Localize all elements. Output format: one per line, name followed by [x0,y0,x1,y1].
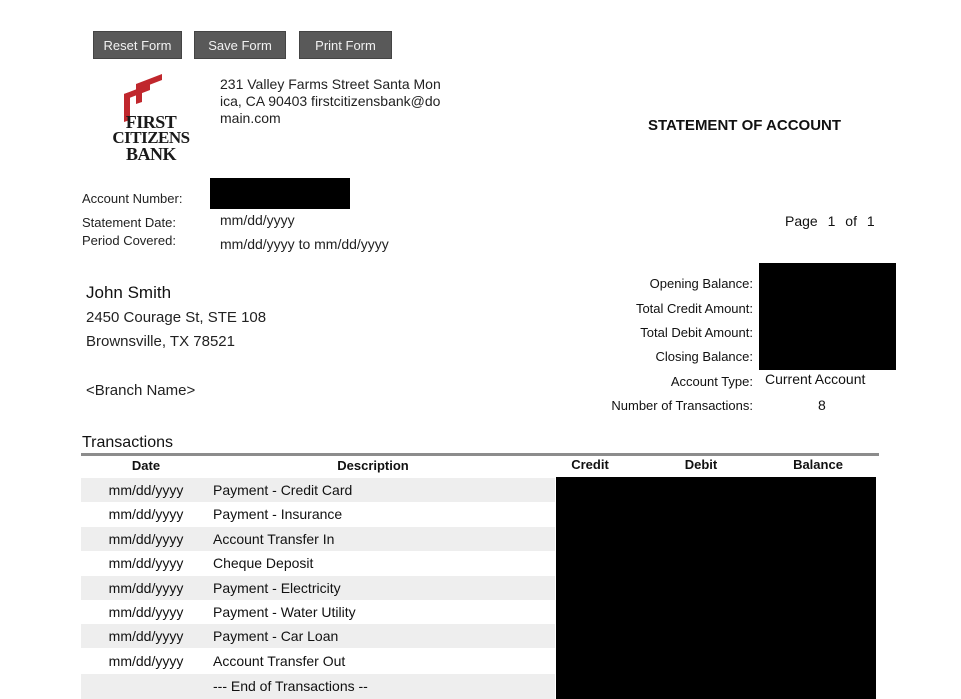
num-transactions-label: Number of Transactions: [611,398,753,413]
tx-description: Payment - Water Utility [213,604,356,620]
col-date-header: Date [131,458,161,473]
period-covered-value: mm/dd/yyyy to mm/dd/yyyy [220,236,389,252]
table-row [81,527,555,551]
logo-first: FIRST [125,112,177,132]
opening-balance-label: Opening Balance: [649,276,753,291]
closing-balance-label: Closing Balance: [655,349,753,364]
table-row [81,624,555,648]
save-form-button[interactable]: Save Form [194,31,286,59]
transactions-heading: Transactions [82,434,173,451]
account-type-value: Current Account [765,371,866,387]
logo-citizens: CITIZENS [112,128,190,147]
table-row [81,502,555,526]
statement-date-value: mm/dd/yyyy [220,212,295,228]
tx-date: mm/dd/yyyy [108,604,184,620]
page-total: 1 [866,213,875,229]
tx-description: Account Transfer Out [213,653,346,669]
tx-date: mm/dd/yyyy [108,628,184,644]
amounts-redacted [556,477,876,699]
statement-title: STATEMENT OF ACCOUNT [648,117,842,134]
tx-date: mm/dd/yyyy [108,653,184,669]
account-number-redacted [210,178,350,209]
page-indicator [785,213,875,229]
tx-date: mm/dd/yyyy [108,555,184,571]
branch-name: <Branch Name> [86,382,196,399]
table-row [81,649,555,673]
table-row [81,576,555,600]
customer-address-line2: Brownsville, TX 78521 [86,333,235,350]
num-transactions-value: 8 [818,397,826,413]
page-current: 1 [827,213,836,229]
customer-name: John Smith [86,283,172,302]
transactions-divider [81,453,879,456]
bank-address [220,76,441,127]
bank-address-line: main.com [220,110,281,126]
of-label: of [845,213,857,229]
tx-date: mm/dd/yyyy [108,531,184,547]
tx-date: mm/dd/yyyy [108,506,184,522]
bank-address-line: ica, CA 90403 firstcitizensbank@do [220,93,441,109]
print-form-button[interactable]: Print Form [299,31,392,59]
tx-description: Payment - Insurance [213,506,343,522]
logo-bank: BANK [125,144,176,164]
table-row [81,674,555,699]
tx-description: Payment - Credit Card [213,482,353,498]
total-credit-label: Total Credit Amount: [635,301,753,316]
account-type-label: Account Type: [670,374,753,389]
table-row [81,551,555,575]
table-row [81,600,555,624]
page-label: Page [785,213,818,229]
tx-description: Account Transfer In [213,531,335,547]
bank-address-line: 231 Valley Farms Street Santa Mon [220,76,441,92]
statement-date-label: Statement Date: [82,215,176,230]
account-number-label: Account Number: [82,191,183,206]
tx-date: mm/dd/yyyy [108,482,184,498]
period-covered-label: Period Covered: [82,233,176,248]
reset-form-button[interactable]: Reset Form [93,31,182,59]
total-debit-label: Total Debit Amount: [640,325,753,340]
tx-description: Payment - Electricity [213,580,341,596]
tx-description: Cheque Deposit [213,555,314,571]
col-credit-header: Credit [571,457,609,472]
end-of-transactions: --- End of Transactions -- [213,678,368,694]
col-debit-header: Debit [684,457,718,472]
tx-date: mm/dd/yyyy [108,580,184,596]
col-balance-header: Balance [793,457,843,472]
tx-description: Payment - Car Loan [213,628,339,644]
table-row [81,478,555,502]
balances-redacted [759,263,896,370]
customer-address-line1: 2450 Courage St, STE 108 [86,309,267,326]
col-description-header: Description [337,458,409,473]
